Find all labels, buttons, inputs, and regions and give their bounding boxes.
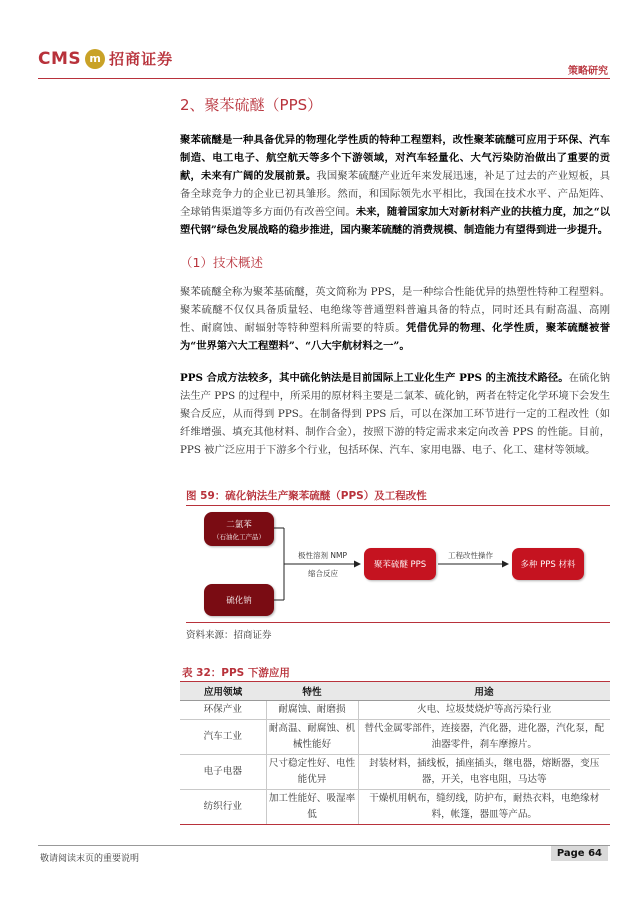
- table-header-usage: 用途: [358, 682, 610, 701]
- sodium-sulfide-box: 硫化钠: [204, 584, 274, 616]
- pps-box: 聚苯硫醚 PPS: [364, 548, 436, 580]
- table-cell: 尺寸稳定性好、电性能优异: [266, 755, 358, 790]
- table-title: 表 32：PPS 下游应用: [182, 667, 290, 679]
- intro-bold-2: 未来，随着国家加大对新材料产业的扶植力度，加之“以塑代钢”绿色发展战略的稳步推进，国内聚苯硫醚的消费规模、制造能力有望得到进一步提升。: [180, 206, 611, 236]
- intro-normal-1: 我国聚苯硫醚产业近年来发展迅速，补足了过去的产业短板，具备全球竞争力的企业已初具雏形。然而，和国际领先水平相比，我国在技术水平、产品矩阵、全球销售渠道等多方面仍有改善空间。: [180, 170, 611, 218]
- solvent-label: 极性溶剂 NMP: [298, 551, 347, 560]
- table-cell: 耐腐蚀、耐磨损: [266, 701, 358, 720]
- cms-logo: [38, 48, 173, 69]
- table-cell: 封装材料，插线板，插座插头，继电器，熔断器，变压器，开关，电容电阻，马达等: [358, 755, 610, 790]
- dichlorobenzene-sublabel: （石油化工产品）: [213, 533, 265, 541]
- main-content: [180, 90, 610, 473]
- table-row: [180, 755, 610, 790]
- process-diagram: [186, 508, 610, 620]
- table-cell: 替代金属零部件，连接器，汽化器，进化器，汽化泵，配油器零件，刹车摩擦片。: [358, 720, 610, 755]
- intro-bold-1: 聚苯硫醚是一种具备优异的物理化学性质的特种工程塑料，改性聚苯硫醚可应用于环保、汽车制造、电工电子、航空航天等多个下游领域，对汽车轻量化、大气污染防治做出了重要的贡献，未来有广阔的发展前景。: [180, 134, 610, 182]
- modification-label: 工程改性操作: [448, 551, 493, 560]
- table-cell: 电子电器: [180, 755, 266, 790]
- footer-divider: [38, 845, 610, 846]
- figure-source: 资料来源：招商证券: [186, 630, 272, 641]
- header-divider: [38, 78, 610, 79]
- synthesis-bold-1: PPS 合成方法较多，其中硫化钠法是目前国际上工业化生产 PPS 的主流技术路径。: [180, 372, 569, 384]
- tech-overview-paragraph: [180, 283, 610, 355]
- table-cell: 汽车工业: [180, 720, 266, 755]
- table-row: [180, 790, 610, 825]
- figure-bottom-rule: [186, 622, 610, 623]
- page-number: Page 64: [551, 846, 608, 861]
- table-header-field: 应用领域: [180, 682, 266, 701]
- subsection-title: （1）技术概述: [180, 255, 263, 270]
- intro-paragraph: [180, 131, 610, 239]
- reaction-label: 缩合反应: [308, 569, 338, 578]
- dichlorobenzene-box: [204, 512, 274, 546]
- figure-top-rule: [186, 505, 610, 506]
- figure-title: 图 59：硫化钠法生产聚苯硫醚（PPS）及工程改性: [186, 490, 427, 502]
- table-header-property: 特性: [266, 682, 358, 701]
- tech-normal-1: 聚苯硫醚全称为聚苯基硫醚，英文简称为 PPS，是一种综合性能优异的热塑性特种工程塑料。聚苯硫醚不仅仅具备质量轻、电绝缘等普通塑料普遍具备的特点，同时还具有耐高温、高刚性、耐腐蚀、耐辐射等特种塑料所需要的特质。: [180, 286, 610, 334]
- table-row: [180, 701, 610, 720]
- page-header: [0, 0, 640, 85]
- footer-disclaimer: 敬请阅读末页的重要说明: [40, 854, 140, 864]
- table-cell: 纺织行业: [180, 790, 266, 825]
- pps-materials-box: 多种 PPS 材料: [512, 548, 584, 580]
- downstream-application-table: [180, 681, 610, 825]
- logo-cms-text: CMS: [38, 48, 82, 69]
- table-row: [180, 720, 610, 755]
- table-cell: 干燥机用帆布，缝纫线，防护布，耐热衣料，电绝缘材料，帐篷，器皿等产品。: [358, 790, 610, 825]
- section-title: 2、聚苯硫醚（PPS）: [180, 96, 323, 114]
- table-cell: 火电、垃圾焚烧炉等高污染行业: [358, 701, 610, 720]
- tech-bold-1: 凭借优异的物理、化学性质，聚苯硫醚被誉为“世界第六大工程塑料”、“八大宇航材料之一”。: [180, 322, 611, 352]
- table-header-row: [180, 682, 610, 701]
- report-category: 策略研究: [568, 66, 608, 77]
- table-cell: 加工性能好、吸湿率低: [266, 790, 358, 825]
- logo-emblem-icon: m: [85, 49, 105, 69]
- synthesis-normal-1: 在硫化钠法生产 PPS 的过程中，所采用的原材料主要是二氯苯、硫化钠，两者在特定化学环境下会发生聚合反应，从而得到 PPS。在制备得到 PPS 后，可以在深加工环节进行一定的工程改性（如纤维增强、填充其他材料、制作合金），按照下游的特定需求来定向改善 PPS 的性能。目前，PPS 被广泛应用于下游多个行业，包括环保、汽车、家用电器、电子、化工、建材等领域。: [180, 372, 610, 456]
- table-cell: 环保产业: [180, 701, 266, 720]
- table-cell: 耐高温、耐腐蚀、机械性能好: [266, 720, 358, 755]
- synthesis-paragraph: [180, 369, 610, 459]
- dichlorobenzene-label: 二氯苯: [226, 520, 252, 530]
- logo-chinese-text: 招商证券: [109, 50, 174, 68]
